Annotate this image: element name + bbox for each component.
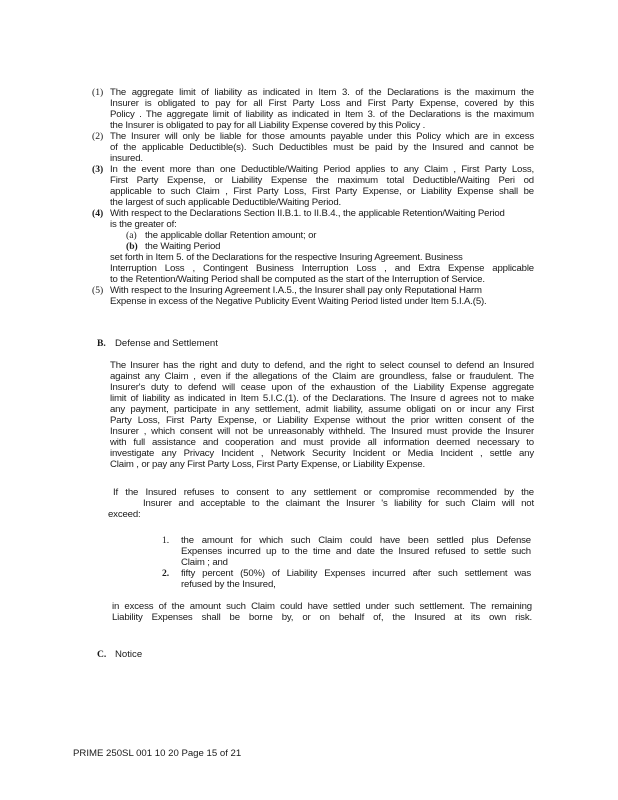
refusal-line-3: exceed: [108, 509, 141, 520]
subitem-marker: (a) [126, 230, 137, 241]
item-5-line-2: Expense in excess of the Negative Publicity Event Waiting Period listed under Item 5.I.A.(5). [110, 296, 487, 307]
item-4-line-1: With respect to the Declarations Section II.B.1. to II.B.4., the applicable Retention/Waiting Period [110, 208, 505, 219]
item-marker: (1) [92, 87, 104, 98]
defense-line-3: Insurer's duty to defend will cease upon of the exhaustion of the Liability Expense aggregate [110, 382, 534, 393]
list-marker: 1. [162, 535, 170, 546]
item-marker: (4) [92, 208, 104, 219]
item-2-line-3: insured. [110, 153, 143, 164]
defense-line-5: any payment, participate in any settlement, admit liability, assume obligati on or incur any First [110, 404, 534, 415]
item-4-after-2: Interruption Loss , Contingent Business Interruption Loss , and Extra Expense applicable [110, 263, 534, 274]
defense-line-9: investigate any Privacy Incident , Network Security Incident or Media Incident , settle any [110, 448, 534, 459]
list-1-line-1: the amount for which such Claim could have been settled plus Defense [181, 535, 531, 546]
item-3-line-1: In the event more than one Deductible/Waiting Period applies to any Claim , First Party Loss, [110, 164, 534, 175]
item-3-line-3: applicable to such Claim , First Party Loss, First Party Expense, or Liability Expense shall be [110, 186, 534, 197]
defense-line-4: limit of liability as indicated in Item 5.I.C.(1). of the Declarations. The Insure d agrees not to make [110, 393, 534, 404]
defense-line-10: Claim , or pay any First Party Loss, First Party Expense, or Liability Expense. [110, 459, 425, 470]
remaining-line-2: Liability Expenses shall be borne by, or on behalf of, the Insured at its own risk. [112, 612, 532, 623]
subitem-marker: (b) [126, 241, 138, 252]
defense-line-7: Insurer , which consent will not be unreasonably withheld. The Insured must provide the Insurer [110, 426, 534, 437]
item-marker: (2) [92, 131, 104, 142]
item-4-after-1: set forth in Item 5. of the Declarations for the respective Insuring Agreement. Business [110, 252, 463, 263]
item-4-line-2: is the greater of: [110, 219, 177, 230]
section-letter: B. [97, 338, 106, 349]
list-1-line-3: Claim ; and [181, 557, 228, 568]
item-1-line-3: Policy . The aggregate limit of liability as indicated in Item 3. of the Declarations is the maximum [110, 109, 534, 120]
item-4-after-3: to the Retention/Waiting Period shall be computed as the start of the Interruption of Service. [110, 274, 485, 285]
list-marker: 2. [162, 568, 170, 579]
item-1-line-1: The aggregate limit of liability as indicated in Item 3. of the Declarations is the maximum the [110, 87, 534, 98]
item-5-line-1: With respect to the Insuring Agreement I.A.5., the Insurer shall pay only Reputational Harm [110, 285, 482, 296]
list-2-line-2: refused by the Insured, [181, 579, 276, 590]
list-2-line-1: fifty percent (50%) of Liability Expenses incurred after such settlement was [181, 568, 531, 579]
item-2-line-1: The Insurer will only be liable for those amounts payable under this Policy which are in excess [110, 131, 534, 142]
refusal-line-1: If the Insured refuses to consent to any settlement or compromise recommended by the [113, 487, 534, 498]
subitem-a: the applicable dollar Retention amount; or [145, 230, 317, 241]
section-letter: C. [97, 649, 107, 660]
item-2-line-2: of the applicable Deductible(s). Such Deductibles must be paid by the Insured and cannot be [110, 142, 534, 153]
section-heading: Defense and Settlement [115, 338, 218, 349]
list-1-line-2: Expenses incurred up to the time and date the Insured refused to settle such [181, 546, 531, 557]
item-marker: (5) [92, 285, 104, 296]
subitem-b: the Waiting Period [145, 241, 221, 252]
item-3-line-4: the largest of such applicable Deductible/Waiting Period. [110, 197, 342, 208]
item-marker: (3) [92, 164, 104, 175]
refusal-line-2: Insurer and acceptable to the claimant the Insurer 's liability for such Claim will not [143, 498, 534, 509]
item-1-line-4: the Insurer is obligated to pay for all Liability Expense covered by this Policy . [110, 120, 426, 131]
item-3-line-2: First Party Expense, or Liability Expense the maximum total Deductible/Waiting Peri od [110, 175, 534, 186]
defense-line-2: against any Claim , even if the allegations of the Claim are groundless, false or fraudulent. The [110, 371, 534, 382]
defense-line-1: The Insurer has the right and duty to defend, and the right to select counsel to defend an Insured [110, 360, 534, 371]
page-footer: PRIME 250SL 001 10 20 Page 15 of 21 [73, 748, 242, 759]
remaining-line-1: in excess of the amount such Claim could have settled under such settlement. The remaining [112, 601, 532, 612]
section-heading: Notice [115, 649, 143, 660]
item-1-line-2: Insurer is obligated to pay for all First Party Loss and First Party Expense, covered by this [110, 98, 534, 109]
defense-line-8: with full assistance and cooperation and must provide all information deemed necessary to [110, 437, 534, 448]
defense-line-6: Party Loss, First Party Expense, or Liability Expense without the prior written consent of the [110, 415, 534, 426]
